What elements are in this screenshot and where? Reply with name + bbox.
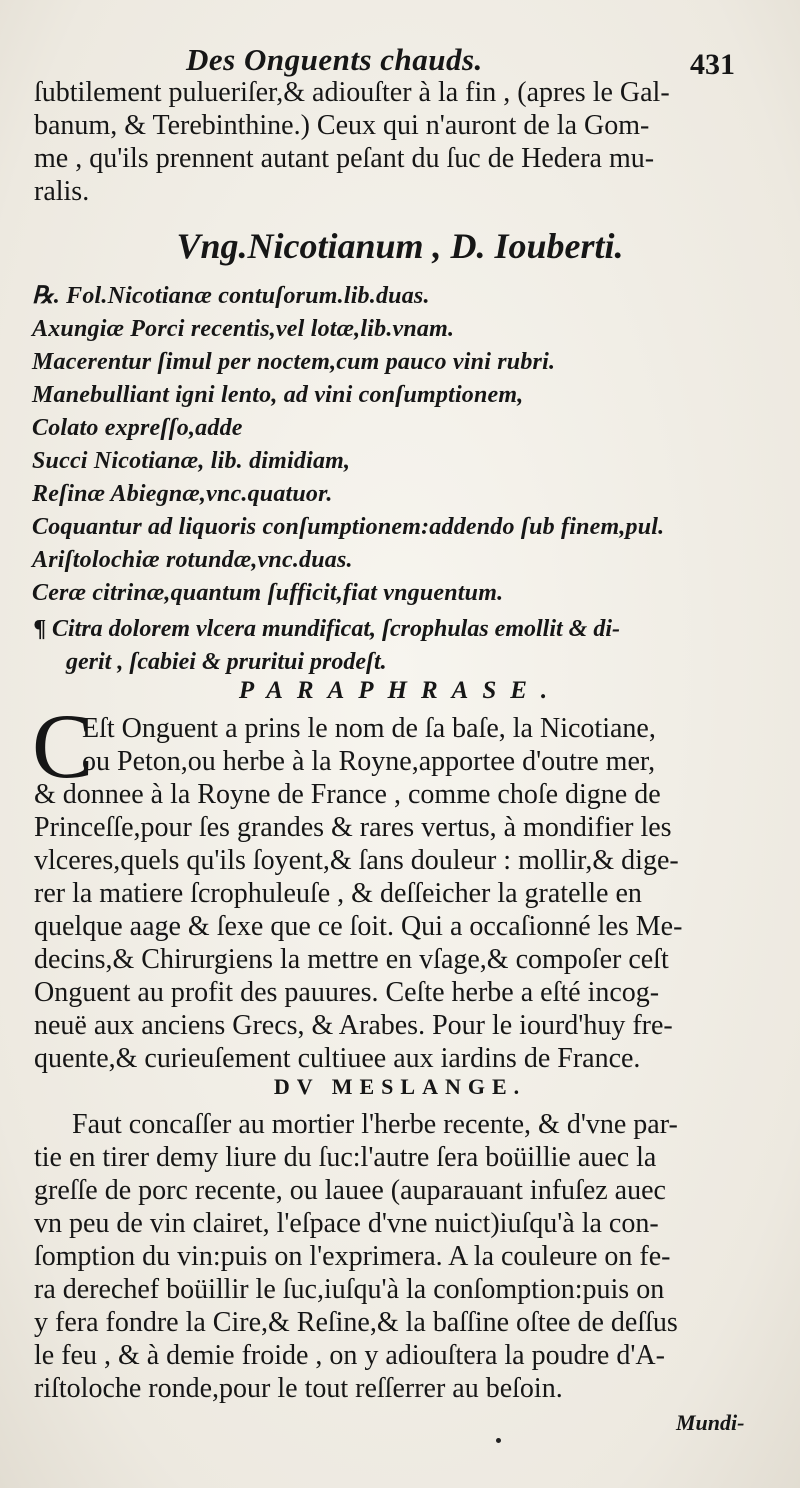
meslange-paragraph (34, 1108, 752, 1405)
text-line: ra derechef boüillir le ſuc,iuſqu'à la conſomption:puis on (34, 1274, 665, 1305)
text-line: banum, & Terebinthine.) Ceux qui n'auront de la Gom- (34, 110, 650, 141)
text-line: me , qu'ils prennent autant peſant du ſuc de Hedera mu- (34, 143, 655, 174)
recipe-line: Colato expreſſo,adde (32, 415, 243, 441)
text-line: Eſt Onguent a prins le nom de ſa baſe, la Nicotiane, (82, 713, 656, 744)
recipe-line: Ariſtolochiæ rotundæ,vnc.duas. (32, 547, 353, 573)
recipe-line: Ceræ citrinæ,quantum ſufficit,fiat vnguentum. (32, 580, 504, 606)
recipe-line: Coquantur ad liquoris conſumptionem:addendo ſub finem,pul. (32, 514, 665, 540)
page-number: 431 (690, 48, 735, 81)
note-line: gerit , ſcabiei & pruritui prodeſt. (66, 649, 387, 675)
catchword: Mundi- (676, 1410, 745, 1435)
text-line: vn peu de vin clairet, l'eſpace d'vne nuict)iuſqu'à la con- (34, 1208, 659, 1239)
running-head: Des Onguents chauds. (186, 42, 483, 77)
intro-paragraph (34, 76, 752, 208)
text-line: greſſe de porc recente, ou lauee (auparauant infuſez auec (34, 1175, 666, 1206)
drop-cap: C (32, 695, 94, 797)
recipe-line: Succi Nicotianæ, lib. dimidiam, (32, 448, 351, 474)
text-line: le feu , & à demie froide , on y adiouſtera la poudre d'A- (34, 1340, 665, 1371)
text-line: ſomption du vin:puis on l'exprimera. A la couleure on fe- (34, 1241, 671, 1272)
text-line: quente,& curieuſement cultiuee aux iardins de France. (34, 1043, 641, 1074)
recipe-line: Macerentur ſimul per noctem,cum pauco vini rubri. (32, 349, 556, 375)
text-line: ou Peton,ou herbe à la Royne,apportee d'outre mer, (82, 746, 656, 777)
text-line: rer la matiere ſcrophuleuſe , & deſſeicher la gratelle en (34, 878, 642, 909)
text-line: ſubtilement pulueriſer,& adiouſter à la fin , (apres le Gal- (34, 77, 670, 108)
ink-dot (496, 1438, 501, 1443)
text-line: Onguent au profit des pauures. Ceſte herbe a eſté incog- (34, 977, 660, 1008)
text-line: Faut concaſſer au mortier l'herbe recente, & d'vne par- (72, 1109, 678, 1140)
text-line: vlceres,quels qu'ils ſoyent,& ſans douleur : mollir,& dige- (34, 845, 679, 876)
text-line: quelque aage & ſexe que ce ſoit. Qui a occaſionné les Me- (34, 911, 683, 942)
recipe-line: Reſinæ Abiegnæ,vnc.quatuor. (32, 481, 333, 507)
text-line: ralis. (34, 176, 90, 207)
text-line: riſtoloche ronde,pour le tout reſſerrer au beſoin. (34, 1373, 563, 1404)
recipe-line: Manebulliant igni lento, ad vini conſumptionem, (32, 382, 524, 408)
meslange-heading: DV MESLANGE. (273, 1074, 527, 1099)
recipe-note (34, 613, 752, 679)
text-line: tie en tirer demy liure du ſuc:l'autre ſera boüillie auec la (34, 1142, 657, 1173)
text-line: Princeſſe,pour ſes grandes & rares vertus, à mondifier les (34, 812, 672, 843)
recipe-list (32, 280, 750, 610)
recipe-title: Vng.Nicotianum , D. Iouberti. (176, 226, 624, 266)
recipe-line: Axungiæ Porci recentis,vel lotæ,lib.vnam. (32, 316, 455, 342)
recipe-line: ℞. Fol.Nicotianæ contuſorum.lib.duas. (32, 283, 430, 309)
text-line: neuë aux anciens Grecs, & Arabes. Pour le iourd'huy fre- (34, 1010, 673, 1041)
text-line: & donnee à la Royne de France , comme choſe digne de (34, 779, 661, 810)
paraphrase-paragraph (32, 695, 752, 1075)
text-line: decins,& Chirurgiens la mettre en vſage,& compoſer ceſt (34, 944, 669, 975)
paraphrase-heading: PARAPHRASE. (238, 677, 562, 704)
note-line: ¶ Citra dolorem vlcera mundificat, ſcrophulas emollit & di- (34, 616, 620, 642)
text-line: y fera fondre la Cire,& Reſine,& la baſſine oſtee de deſſus (34, 1307, 678, 1338)
